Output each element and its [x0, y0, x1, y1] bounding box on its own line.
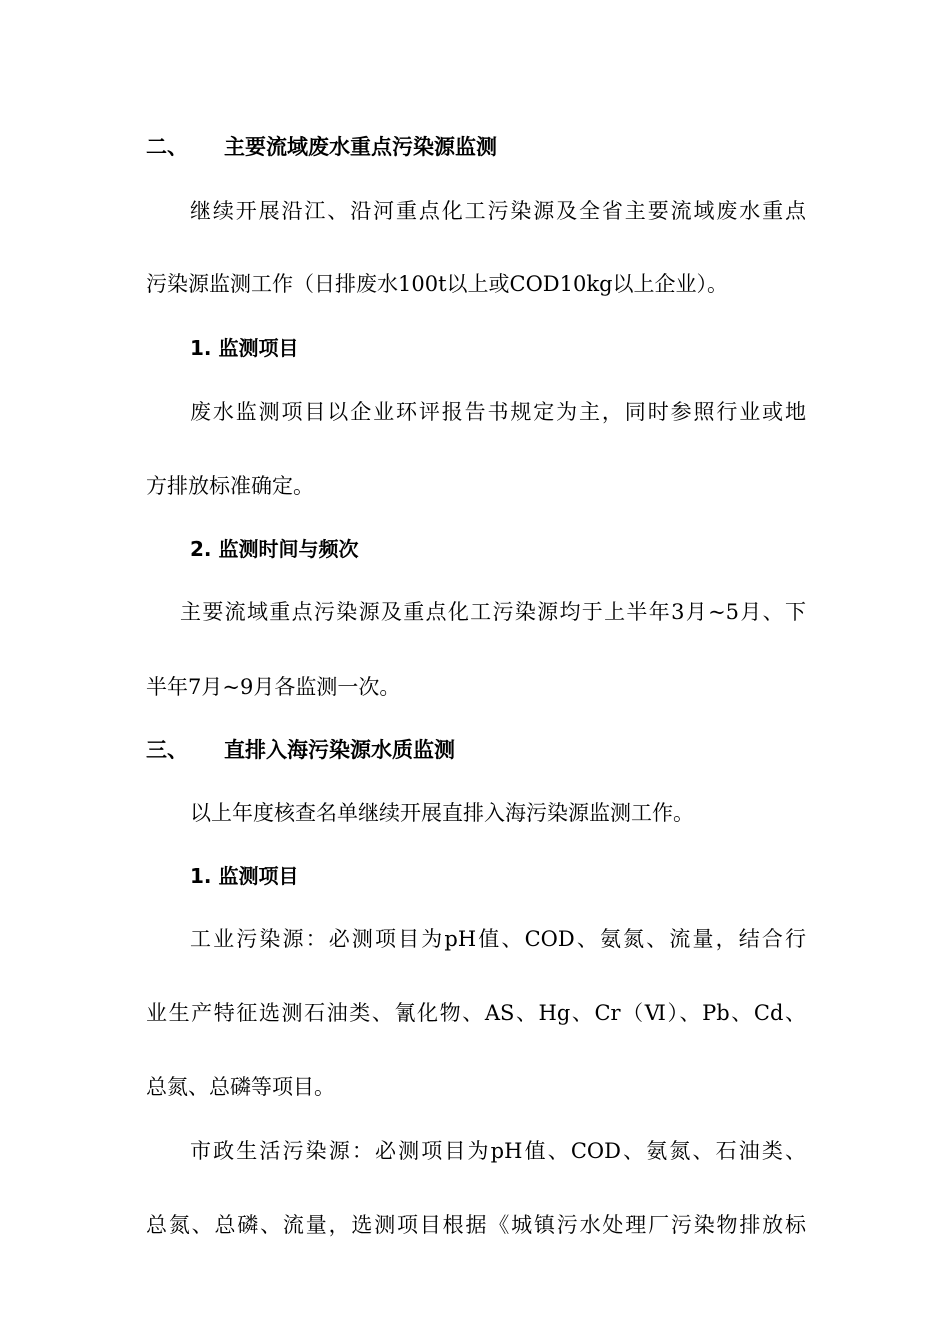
- section-2-item-1-title: 1. 监测项目: [190, 336, 299, 360]
- section-3-item-1-title: 1. 监测项目: [190, 864, 299, 888]
- section-2-intro-line-1: 继续开展沿江、沿河重点化工污染源及全省主要流域废水重点: [190, 199, 806, 223]
- industrial-source-line-2: 业生产特征选测石油类、氰化物、AS、Hg、Cr（Ⅵ）、Pb、Cd、: [146, 1001, 806, 1025]
- industrial-source-line-1: 工业污染源：必测项目为pH值、COD、氨氮、流量，结合行: [190, 927, 806, 951]
- section-2-number: 二、: [146, 135, 188, 159]
- section-3-heading: [146, 736, 806, 764]
- section-3-intro-line-1: 以上年度核查名单继续开展直排入海污染源监测工作。: [190, 801, 694, 825]
- section-2-item-2-line-1: 主要流域重点污染源及重点化工污染源均于上半年3月~5月、下: [180, 600, 806, 624]
- section-2-heading: [146, 133, 806, 161]
- municipal-source-line-1: 市政生活污染源：必测项目为pH值、COD、氨氮、石油类、: [190, 1139, 806, 1163]
- section-2-item-2-title: 2. 监测时间与频次: [190, 537, 359, 561]
- municipal-source-line-2: 总氮、总磷、流量，选测项目根据《城镇污水处理厂污染物排放标: [146, 1213, 806, 1237]
- section-2-item-1-line-1: 废水监测项目以企业环评报告书规定为主，同时参照行业或地: [190, 400, 806, 424]
- section-2-intro-line-2: 污染源监测工作（日排废水100t以上或COD10kg以上企业）。: [146, 272, 729, 296]
- section-3-title: 直排入海污染源水质监测: [224, 738, 455, 762]
- section-2-title: 主要流域废水重点污染源监测: [224, 135, 497, 159]
- section-2-item-1-line-2: 方排放标准确定。: [146, 474, 314, 498]
- section-3-number: 三、: [146, 738, 188, 762]
- industrial-source-line-3: 总氮、总磷等项目。: [146, 1075, 335, 1099]
- section-2-item-2-line-2: 半年7月~9月各监测一次。: [146, 675, 401, 699]
